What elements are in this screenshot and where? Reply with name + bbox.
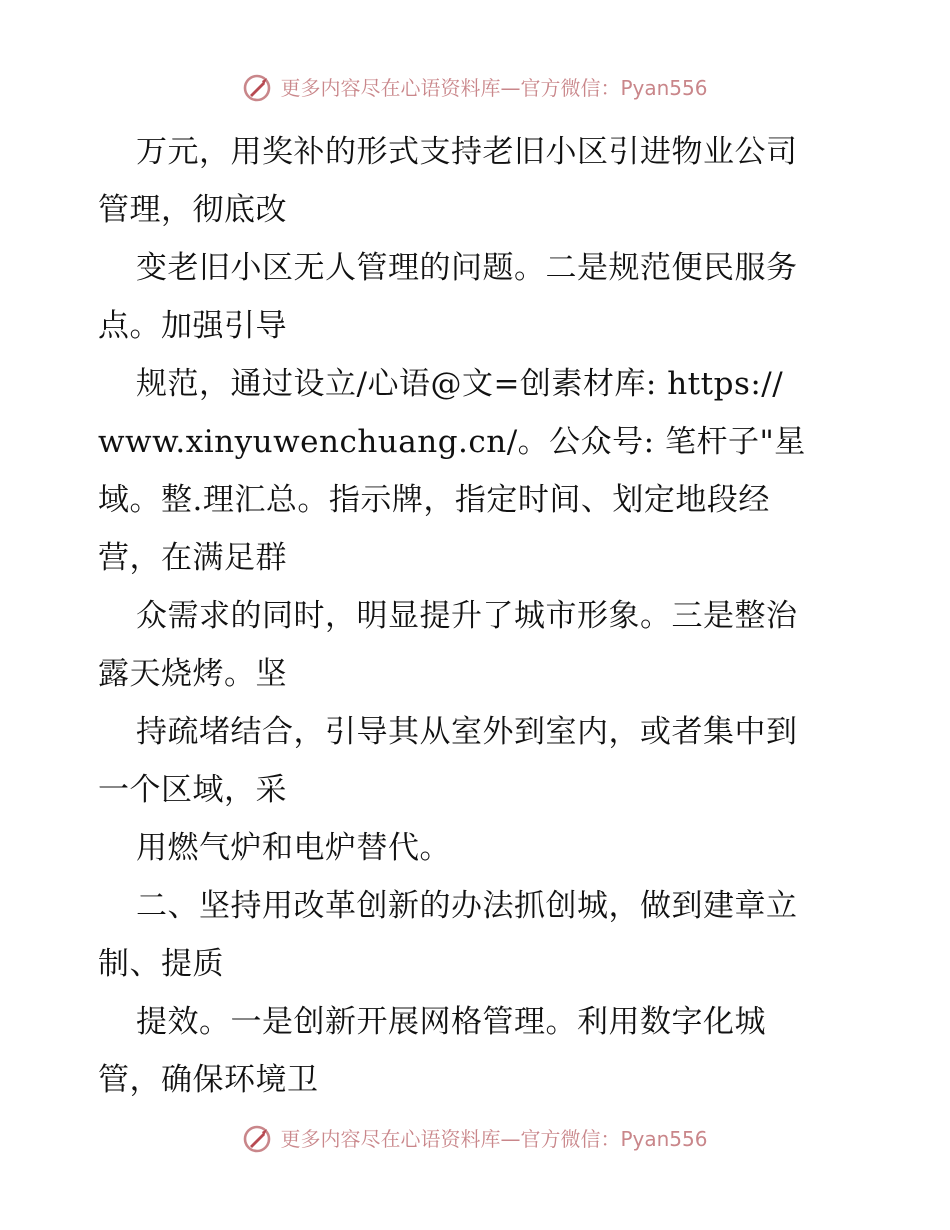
document-body bbox=[98, 123, 858, 1109]
footer-watermark bbox=[0, 1124, 950, 1154]
body-line: 持疏堵结合，引导其从室外到室内，或者集中到 bbox=[136, 714, 798, 750]
body-line: 管，确保环境卫 bbox=[98, 1062, 319, 1098]
body-line: 二、坚持用改革创新的办法抓创城，做到建章立 bbox=[136, 888, 798, 924]
body-line: 变老旧小区无人管理的问题。二是规范便民服务 bbox=[136, 250, 798, 286]
body-line: 营，在满足群 bbox=[98, 540, 287, 576]
body-line: 提效。一是创新开展网格管理。利用数字化城 bbox=[136, 1004, 766, 1040]
quill-pen-seal-icon bbox=[242, 73, 272, 103]
body-line: 众需求的同时，明显提升了城市形象。三是整治 bbox=[136, 598, 798, 634]
body-line: 露天烧烤。坚 bbox=[98, 656, 287, 692]
body-line: www.xinyuwenchuang.cn/。公众号: 笔杆子"星 bbox=[98, 424, 806, 460]
body-line: 规范，通过设立/心语@文=创素材库: https:// bbox=[136, 366, 784, 402]
header-watermark bbox=[0, 73, 950, 103]
quill-pen-seal-icon bbox=[242, 1124, 272, 1154]
watermark-text: 更多内容尽在心语资料库—官方微信：Pyan556 bbox=[280, 1127, 708, 1151]
body-line: 一个区域，采 bbox=[98, 772, 287, 808]
body-line: 管理，彻底改 bbox=[98, 192, 287, 228]
body-line: 制、提质 bbox=[98, 946, 224, 982]
body-line: 用燃气炉和电炉替代。 bbox=[136, 830, 451, 866]
body-line: 域。整.理汇总。指示牌，指定时间、划定地段经 bbox=[98, 482, 770, 518]
body-line: 万元，用奖补的形式支持老旧小区引进物业公司 bbox=[136, 134, 798, 170]
watermark-text: 更多内容尽在心语资料库—官方微信：Pyan556 bbox=[280, 76, 708, 100]
body-line: 点。加强引导 bbox=[98, 308, 287, 344]
